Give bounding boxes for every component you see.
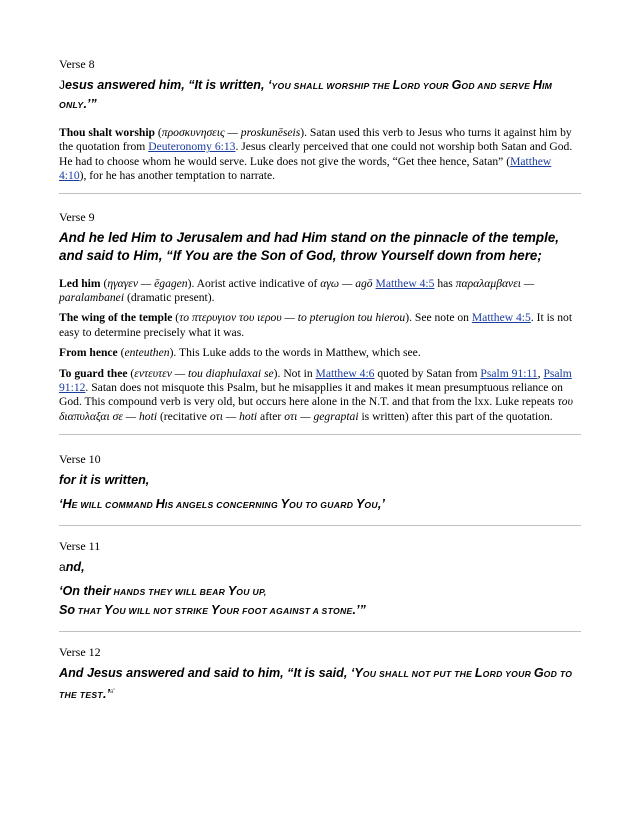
verse-10-line-1: for it is written,	[59, 473, 150, 488]
psalm-91-11-link[interactable]: Psalm 91:11	[480, 366, 538, 380]
deuteronomy-6-13-link[interactable]: Deuteronomy 6:13	[148, 140, 236, 154]
verse-11-block	[59, 538, 581, 632]
verse-10-line-2: ‘HE WILL COMMAND HIS ANGELS CONCERNING YOU TO GUARD YOU,’	[59, 497, 385, 512]
verse-9-block	[59, 209, 581, 436]
matthew-4-5-link[interactable]: Matthew 4:5	[375, 276, 435, 290]
verse-12-block	[59, 644, 581, 704]
footnote-marker: a”	[109, 689, 116, 696]
matthew-4-10-link[interactable]: Matthew 4:10	[59, 154, 552, 183]
matthew-4-5-link-2[interactable]: Matthew 4:5	[471, 311, 531, 325]
verse-9-label: Verse 9	[59, 209, 95, 224]
section-divider	[59, 631, 581, 632]
verse-9-note-wing: The wing of the temple (το πτερυγιον του ιερου — to pterugion tou hierou). See note on Matthew 4:5. It is not easy to determine precisely what it was.	[59, 311, 573, 339]
commentary-page	[59, 56, 581, 714]
matthew-4-6-link[interactable]: Matthew 4:6	[315, 366, 375, 380]
section-divider	[59, 434, 581, 435]
verse-9-note-hence: From hence (enteuthen). This Luke adds to the words in Matthew, which see.	[59, 346, 421, 360]
note-term: Thou shalt worship	[59, 126, 156, 139]
verse-12-scripture: And Jesus answered and said to him, “It is said, ‘YOU SHALL NOT PUT THE LORD YOUR GOD TO THE TEST.’$^{a”}$	[59, 666, 573, 702]
verse-8-label: Verse 8	[59, 57, 95, 71]
verse-8-block	[59, 56, 581, 194]
verse-11-line-2: ‘On their HANDS THEY WILL BEAR YOU UP,	[59, 584, 267, 599]
verse-11-label: Verse 11	[59, 539, 101, 554]
verse-10-label: Verse 10	[59, 452, 101, 467]
verse-9-scripture: And he led Him to Jerusalem and had Him stand on the pinnacle of the temple, and said to Him, “If You are the Son of God, throw Yourself down from here;	[59, 229, 559, 263]
psalm-91-12-link[interactable]: Psalm 91:12	[59, 366, 572, 395]
verse-12-label: Verse 12	[59, 645, 101, 660]
verse-9-note-guard: To guard thee (εντευτεν — tou diaphulaxai se). Not in Matthew 4:6 quoted by Satan from Psalm 91:11, Psalm 91:12. Satan does not misquote this Psalm, but he misapplies it and makes it mean presumptuous reliance on God. This compound verb is very old, but occurs here alone in the N.T. and that from the lxx. Luke repeats του διαπυλαξαι σε — hoti (recitative οτι — hoti after οτι — gegraptai is written) after this part of the quotation.	[59, 366, 573, 423]
section-divider	[59, 193, 581, 194]
verse-9-note-led-him: Led him (ηγαγεν — ēgagen). Aorist active indicative of αγω — agō Matthew 4:5 has παραλαμβανει — paralambanei (dramatic present).	[59, 276, 535, 305]
verse-11-line-1: and,	[59, 560, 85, 575]
verse-11-line-3: So THAT YOU WILL NOT STRIKE YOUR FOOT AGAINST A STONE.’”	[59, 603, 366, 618]
verse-10-block	[59, 451, 581, 526]
verse-8-scripture: Jesus answered him, “It is written, ‘YOU SHALL WORSHIP THE LORD YOUR GOD AND SERVE HIM ONLY.’”	[59, 78, 553, 111]
verse-8-note-worship: Thou shalt worship (προσκυνησεις — proskunēseis). Satan used this verb to Jesus who turns it against him by the quotation from Deuteronomy 6:13. Jesus clearly perceived that one could not worship both Satan and God. He had to choose whom he would serve. Luke does not give the words, “Get thee hence, Satan” (Matthew 4:10), for he has another temptation to narrate.	[59, 126, 573, 183]
section-divider	[59, 525, 581, 526]
